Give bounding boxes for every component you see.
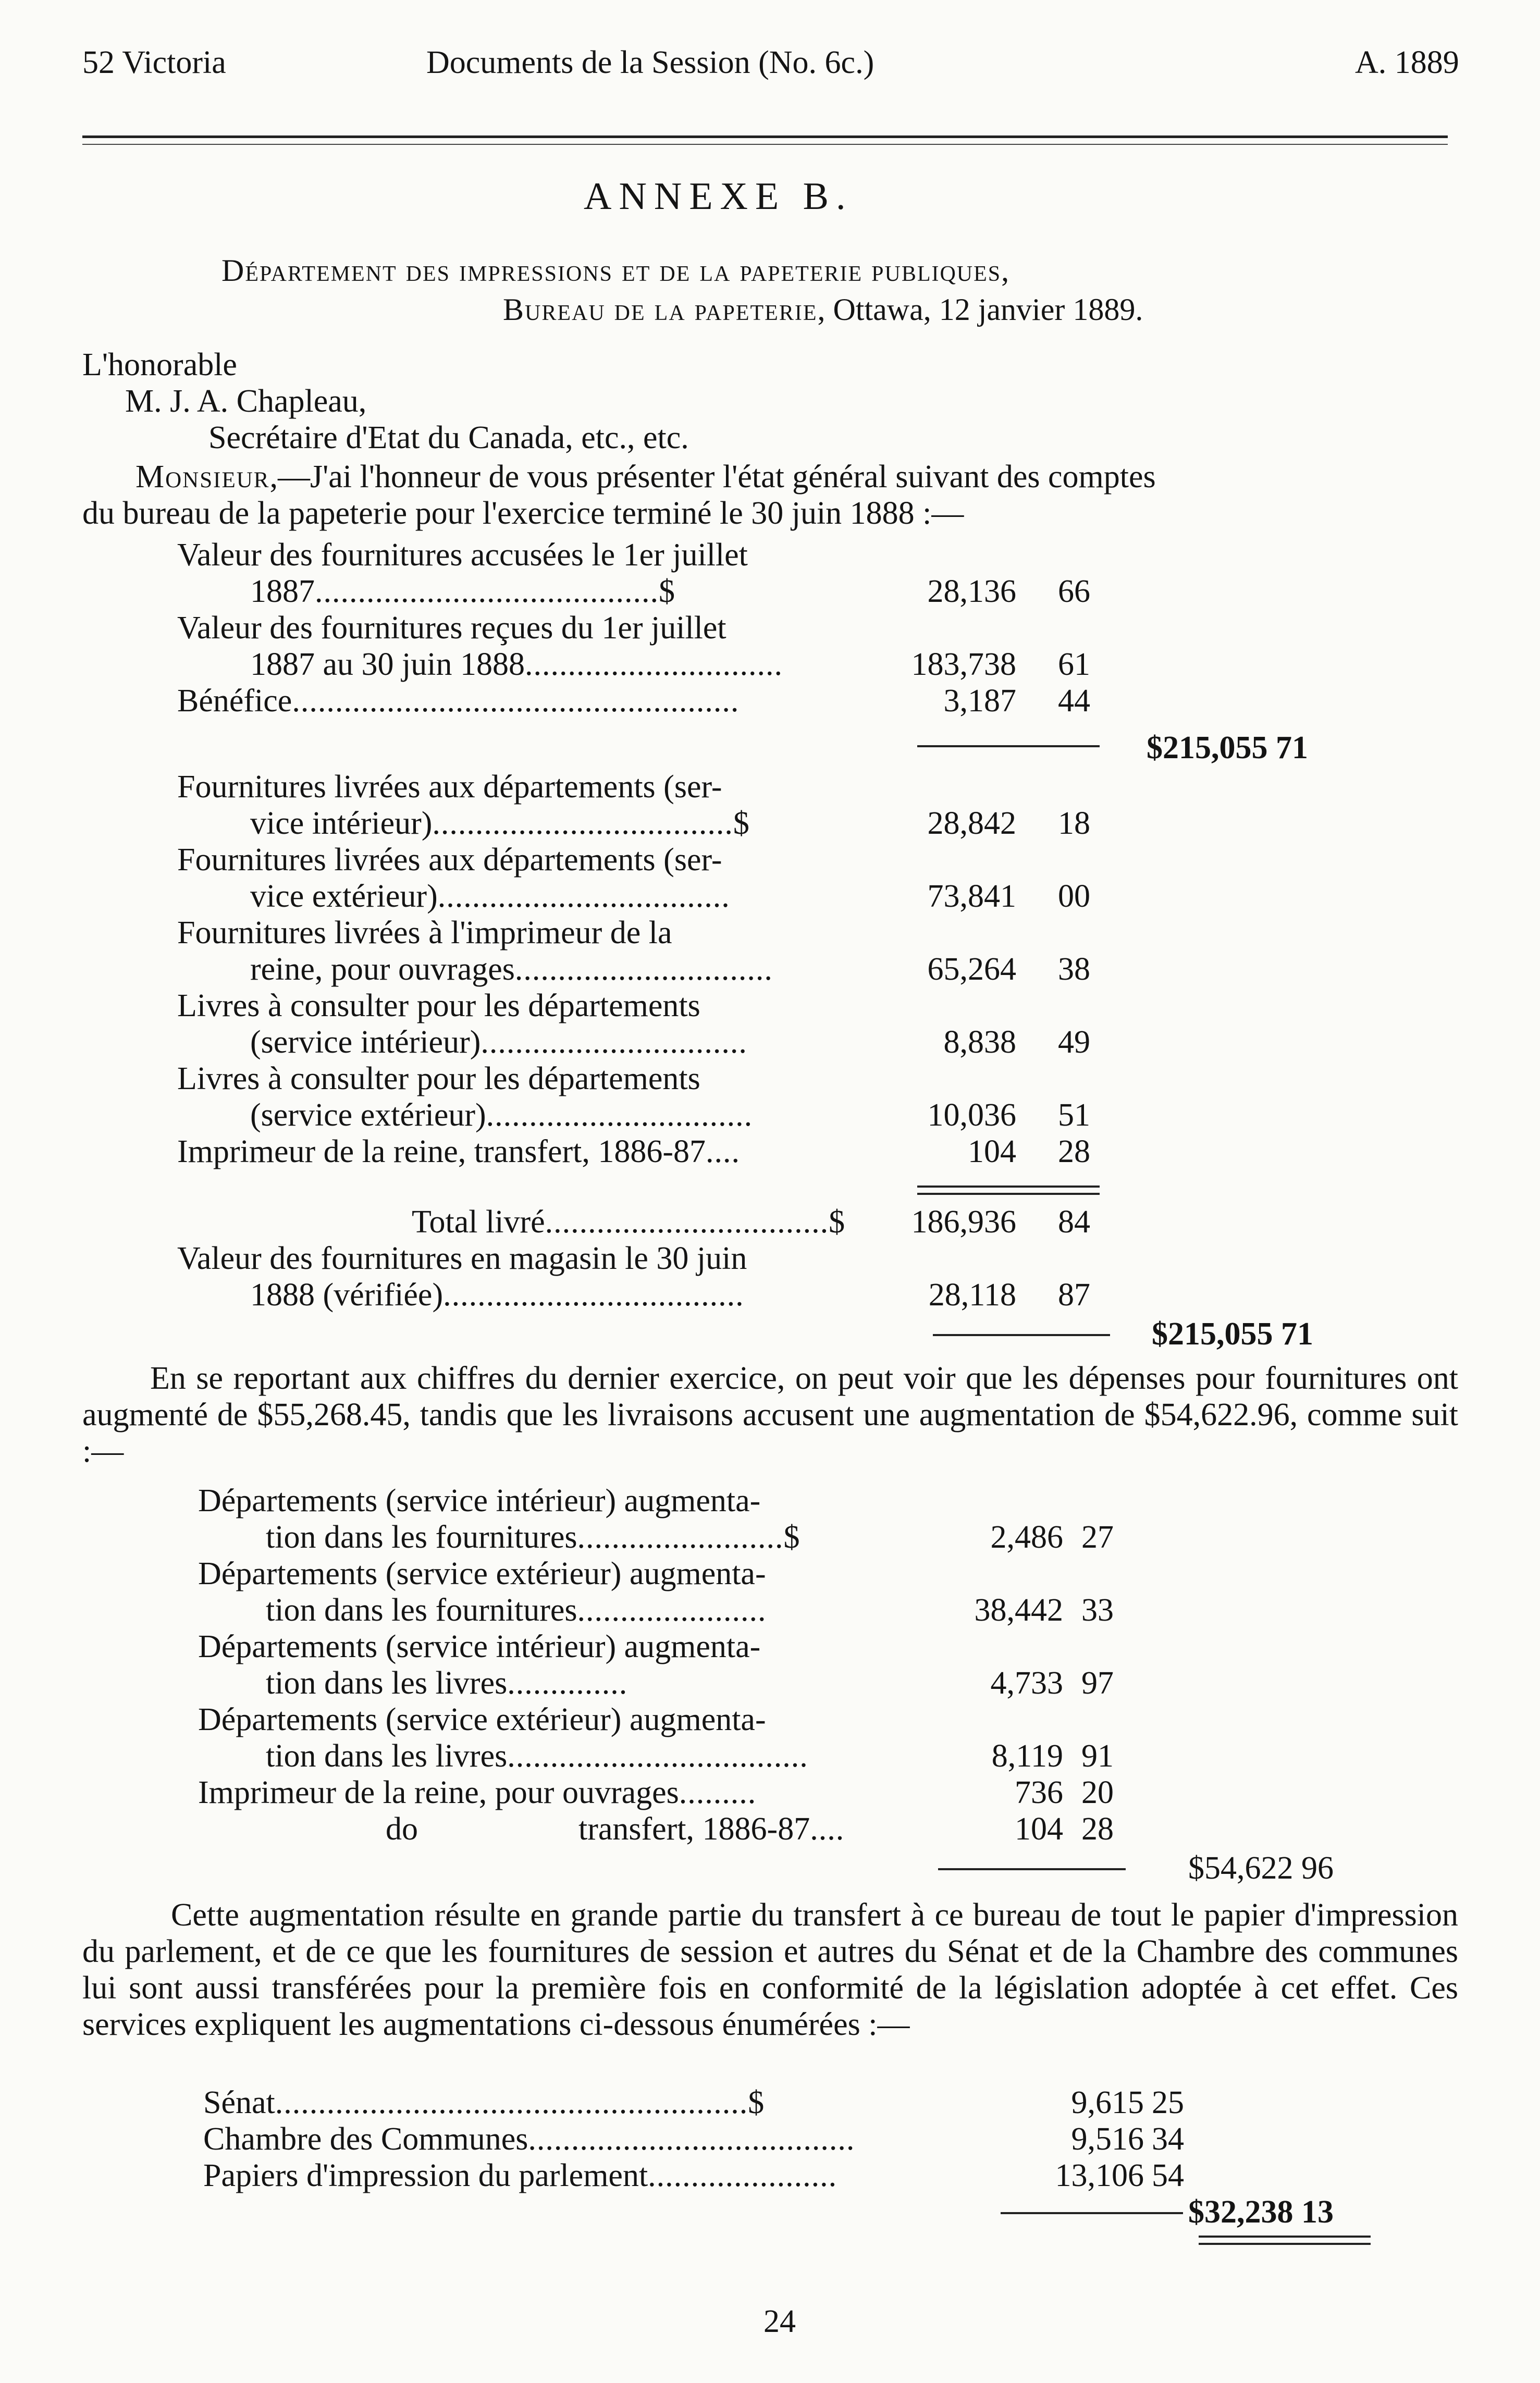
t2-final-rule (933, 1334, 1110, 1336)
t3-row6-dots: .... (810, 1811, 845, 1847)
t4-row1-amount: 9,615 (1071, 2085, 1144, 2120)
t2-total: $215,055 71 (1152, 1316, 1313, 1352)
t4-total: $32,238 13 (1188, 2194, 1334, 2230)
t3-row2-dots: ...................... (577, 1592, 767, 1628)
t2-row4-desc: (service intérieur) (250, 1024, 481, 1060)
t1-subtotal-rule (917, 745, 1100, 747)
t2-total-dots: .................................$ (545, 1204, 846, 1240)
t3-row6-text: transfert, 1886-87 (578, 1811, 810, 1847)
intro-text-1: ,—J'ai l'honneur de vous présenter l'état général suivant des comptes (269, 459, 1156, 495)
t3-row3-cents: 97 (1081, 1665, 1114, 1701)
header-session-year: 52 Victoria (82, 45, 226, 80)
t3-row2-amount: 38,442 (974, 1592, 1063, 1628)
t4-row1-cents: 25 (1152, 2085, 1184, 2120)
header-year: A. 1889 (1355, 45, 1459, 80)
t4-row1-label (203, 2084, 765, 2121)
t3-row3-cont (266, 1665, 627, 1702)
t1-row3-dots: .................................................... (292, 683, 740, 719)
t3-row4-label: Départements (service extérieur) augmenta- (198, 1702, 766, 1737)
t2-row2-desc: vice extérieur) (250, 879, 438, 914)
t2-row1-dots: ...................................$ (432, 806, 750, 841)
t3-row1-label: Départements (service intérieur) augmenta- (198, 1483, 761, 1518)
t3-row1-dots: ........................$ (577, 1520, 800, 1555)
t3-row5-text: Imprimeur de la reine, pour ouvrages (198, 1775, 679, 1810)
bureau-line (503, 292, 1143, 328)
t2-row4-dots: ............................... (481, 1024, 747, 1060)
t2-row2-dots: .................................. (437, 879, 730, 914)
t2-row7-cents: 87 (1058, 1277, 1090, 1313)
t2-row4-cont (250, 1024, 747, 1061)
t4-row2-label (203, 2121, 855, 2158)
t2-row6-cents: 28 (1058, 1134, 1090, 1169)
t2-total-cents: 84 (1058, 1204, 1090, 1240)
t2-row6-amount: 104 (968, 1134, 1016, 1169)
t1-row3-text: Bénéfice (177, 683, 292, 719)
t3-row5-cents: 20 (1081, 1775, 1114, 1810)
t4-row2-amount: 9,516 (1071, 2121, 1144, 2157)
header-rule (82, 135, 1448, 138)
intro-line-1 (135, 459, 1156, 495)
t3-final-rule (938, 1868, 1126, 1870)
t2-row2-cents: 00 (1058, 879, 1090, 914)
t2-row7-label: Valeur des fournitures en magasin le 30 juin (177, 1241, 747, 1276)
t2-row3-label: Fournitures livrées à l'imprimeur de la (177, 915, 672, 950)
t2-total-text: Total livré (412, 1204, 545, 1240)
t4-row2-cents: 34 (1152, 2121, 1184, 2157)
t3-row3-amount: 4,733 (990, 1665, 1063, 1701)
t4-row3-dots: ...................... (648, 2158, 837, 2193)
t2-total-amount: 186,936 (911, 1204, 1016, 1240)
department-name: Département des impressions et de la papeterie publiques, (221, 253, 1011, 288)
t1-row3-label (177, 683, 739, 720)
t2-row7-desc: 1888 (vérifiée) (250, 1277, 443, 1313)
t3-row2-cents: 33 (1081, 1592, 1114, 1628)
t2-row7-amount: 28,118 (928, 1277, 1016, 1313)
t1-row1-cont (250, 573, 675, 610)
t1-row2-amount: 183,738 (911, 647, 1016, 682)
t4-row3-label (203, 2157, 837, 2194)
t1-row1-year: 1887 (250, 574, 315, 609)
t3-row4-amount: 8,119 (991, 1738, 1063, 1774)
t2-subtotal-rule (917, 1186, 1100, 1195)
t3-row3-desc: tion dans les livres (266, 1665, 508, 1701)
paragraph-transfer: Cette augmentation résulte en grande partie du transfert à ce bureau de tout le papier d'impression du parlement, et de ce que les fournitures de session et autres du Sénat et de la Chambre des communes lui sont aussi transférées pour la première fois en conformité de la législation adoptée à cet effet. Ces services expliquent les augmentations ci-dessous énumérées :— (82, 1897, 1458, 2042)
t2-row1-cents: 18 (1058, 806, 1090, 841)
t1-row2-cont (250, 646, 783, 683)
t4-row3-amount: 13,106 (1055, 2158, 1144, 2193)
t2-row5-desc: (service extérieur) (250, 1097, 486, 1133)
t3-row6-ditto: do (386, 1811, 418, 1847)
addressee-salutation: L'honorable (82, 347, 237, 382)
t1-row2-dots: .............................. (524, 647, 783, 682)
t3-row6-amount: 104 (1015, 1811, 1063, 1847)
t3-row4-dots: ................................... (507, 1738, 808, 1774)
t1-row2-period: 1887 au 30 juin 1888 (250, 647, 525, 682)
t1-row3-cents: 44 (1058, 683, 1090, 719)
t2-row1-amount: 28,842 (927, 806, 1016, 841)
bureau-date: , Ottawa, 12 janvier 1889. (817, 292, 1143, 327)
t3-row4-desc: tion dans les livres (266, 1738, 508, 1774)
t2-row5-label: Livres à consulter pour les départements (177, 1061, 700, 1096)
t2-row2-label: Fournitures livrées aux départements (ser- (177, 842, 722, 878)
t1-row1-label: Valeur des fournitures accusées le 1er juillet (177, 537, 748, 573)
t2-row5-cont (250, 1097, 753, 1134)
t3-row1-cont (266, 1519, 800, 1556)
t2-row1-label: Fournitures livrées aux départements (ser- (177, 769, 722, 805)
t3-row5-label (198, 1774, 756, 1811)
t4-row3-cents: 54 (1152, 2158, 1184, 2193)
t2-row2-cont (250, 878, 730, 915)
t2-row7-cont (250, 1277, 744, 1314)
t3-row4-cents: 91 (1081, 1738, 1114, 1774)
t2-row5-dots: ............................... (486, 1097, 753, 1133)
t4-total-double-rule (1199, 2236, 1371, 2245)
t3-row1-desc: tion dans les fournitures (266, 1520, 577, 1555)
t2-row5-cents: 51 (1058, 1097, 1090, 1133)
intro-line-2: du bureau de la papeterie pour l'exercice terminé le 30 juin 1888 :— (82, 496, 964, 531)
t2-row3-cont (250, 951, 773, 988)
t2-row1-desc: vice intérieur) (250, 806, 433, 841)
t2-row6-dots: .... (706, 1134, 741, 1169)
t4-row1-text: Sénat (203, 2085, 275, 2120)
t1-row1-dots: ........................................$ (315, 574, 675, 609)
t3-row6-label (578, 1811, 844, 1848)
t4-row2-text: Chambre des Communes (203, 2121, 528, 2157)
bureau-name: Bureau de la papeterie (503, 292, 818, 327)
t3-row5-dots: ......... (679, 1775, 757, 1810)
t2-row1-cont (250, 805, 750, 842)
header-rule-2 (82, 144, 1448, 145)
t3-row3-dots: .............. (507, 1665, 628, 1701)
paragraph-expenses: En se reportant aux chiffres du dernier exercice, on peut voir que les dépenses pour fournitures ont augmenté de $55,268.45, tandis que les livraisons accusent une augmentation de $54,622.96, comme suit :— (82, 1361, 1458, 1469)
t2-row4-label: Livres à consulter pour les départements (177, 988, 700, 1023)
t1-row1-cents: 66 (1058, 574, 1090, 609)
t2-row3-desc: reine, pour ouvrages (250, 952, 515, 987)
intro-salutation: Monsieur (135, 459, 270, 495)
t2-row3-dots: .............................. (514, 952, 773, 987)
t2-row4-amount: 8,838 (943, 1024, 1016, 1060)
t1-row2-cents: 61 (1058, 647, 1090, 682)
t3-row1-cents: 27 (1081, 1520, 1114, 1555)
t4-row2-dots: ...................................... (528, 2121, 855, 2157)
t4-row3-text: Papiers d'impression du parlement (203, 2158, 648, 2193)
t3-row3-label: Départements (service intérieur) augmenta- (198, 1629, 761, 1664)
t3-row2-cont (266, 1592, 767, 1629)
annex-title: ANNEXE B. (584, 175, 853, 218)
t1-row2-label: Valeur des fournitures reçues du 1er juillet (177, 610, 726, 646)
t2-row7-dots: ................................... (443, 1277, 744, 1313)
addressee-name: M. J. A. Chapleau, (125, 384, 367, 419)
t3-row6-cents: 28 (1081, 1811, 1114, 1847)
addressee-title: Secrétaire d'Etat du Canada, etc., etc. (208, 420, 689, 455)
page-number: 24 (763, 2304, 796, 2339)
t2-total-label (412, 1204, 845, 1241)
t2-row4-cents: 49 (1058, 1024, 1090, 1060)
t2-row3-amount: 65,264 (927, 952, 1016, 987)
t1-row1-amount: 28,136 (927, 574, 1016, 609)
t3-row2-desc: tion dans les fournitures (266, 1592, 577, 1628)
t2-row2-amount: 73,841 (927, 879, 1016, 914)
t3-row1-amount: 2,486 (990, 1520, 1063, 1555)
t2-row6-text: Imprimeur de la reine, transfert, 1886-87 (177, 1134, 706, 1169)
t2-row6-label (177, 1133, 740, 1170)
t3-total: $54,622 96 (1188, 1850, 1334, 1886)
t2-row3-cents: 38 (1058, 952, 1090, 987)
t3-row2-label: Départements (service extérieur) augmenta- (198, 1556, 766, 1591)
t1-row3-amount: 3,187 (943, 683, 1016, 719)
header-document-title: Documents de la Session (No. 6c.) (426, 45, 874, 80)
t3-row5-amount: 736 (1015, 1775, 1063, 1810)
t3-row4-cont (266, 1738, 808, 1775)
t2-row5-amount: 10,036 (927, 1097, 1016, 1133)
t4-final-rule (1001, 2212, 1183, 2214)
t4-row1-dots: .......................................................$ (275, 2085, 765, 2120)
t1-total: $215,055 71 (1147, 730, 1308, 765)
